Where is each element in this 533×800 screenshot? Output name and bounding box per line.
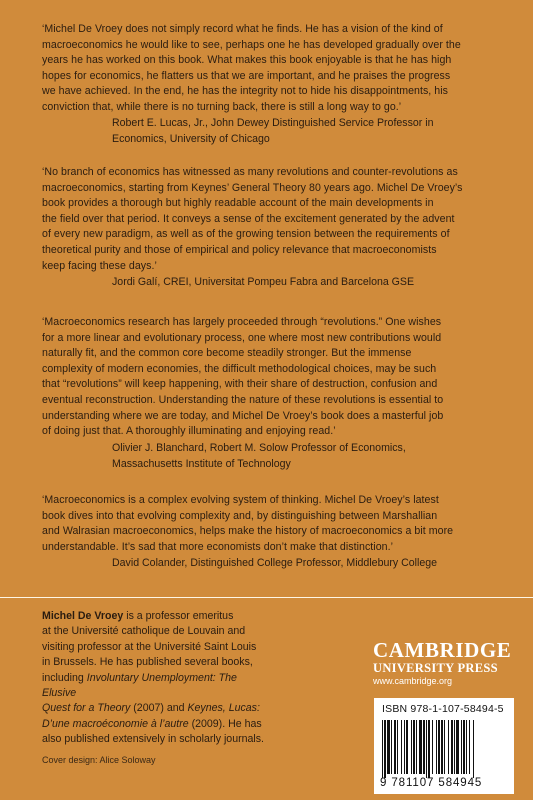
- publisher-logo: [373, 638, 512, 687]
- cover-credit: Cover design: Alice Soloway: [42, 755, 156, 765]
- book-title: Quest for a Theory: [42, 702, 131, 715]
- quote-line: understandable. It’s sad that more economists don’t make that distinction.’: [42, 540, 393, 553]
- book-title: D’une macroéconomie à l’autre: [42, 717, 189, 730]
- barcode-number: 9 781107 584945: [380, 777, 483, 789]
- bio-text: in Brussels. He has published several books,: [42, 656, 253, 669]
- quote-line: ‘Macroeconomics is a complex evolving system of thinking. Michel De Vroey’s latest: [42, 494, 439, 506]
- review-attribution-colander: [112, 556, 512, 572]
- quote-line: theoretical purity and those of empirical and policy relevance that macroeconomists: [42, 243, 437, 256]
- quote-line: macroeconomics he would like to see, perhaps one he has developed gradually over the: [42, 38, 461, 51]
- bio-text: visiting professor at the Université Saint Louis: [42, 640, 257, 653]
- quote-line: conviction that, while there is no turning back, there is still a long way to go.’: [42, 100, 402, 113]
- attribution-line: Olivier J. Blanchard, Robert M. Solow Professor of Economics,: [112, 442, 406, 454]
- publisher-subtitle: UNIVERSITY PRESS: [373, 661, 498, 675]
- attribution-line: Robert E. Lucas, Jr., John Dewey Distinguished Service Professor in: [112, 117, 434, 129]
- quote-line: for a more linear and evolutionary process, one where most new contributions would: [42, 331, 442, 344]
- bio-text: is a professor emeritus: [123, 610, 234, 622]
- quote-line: naturally fit, and the common core become steadily stronger. But the immense: [42, 347, 412, 360]
- quote-line: understanding where we are today, and Michel De Vroey’s book does a masterful job: [42, 409, 444, 422]
- quote-line: ‘Michel De Vroey does not simply record what he finds. He has a vision of the kind of: [42, 23, 443, 35]
- quote-line: complexity of modern economies, the difficult methodological choices, may be such: [42, 362, 437, 375]
- bio-text: including: [42, 671, 87, 684]
- quote-line: the field over that period. It conveys a sense of the excitement generated by the advent: [42, 212, 455, 225]
- quote-line: keep facing these days.’: [42, 259, 157, 272]
- review-attribution-blanchard: [112, 441, 512, 472]
- author-name: Michel De Vroey: [42, 610, 124, 622]
- quote-line: of every new paradigm, as well as of the growing tension between the requirements of: [42, 228, 450, 241]
- quote-line: we have achieved. In the end, he has the integrity not to hide his disappointments, his: [42, 85, 448, 98]
- quote-line: book provides a thorough but highly readable account of the main developments in: [42, 197, 434, 210]
- quote-line: of doing just that. A thoroughly illuminating and enjoying read.’: [42, 425, 336, 438]
- quote-line: years he has worked on this book. What makes this book enjoyable is that he has high: [42, 54, 452, 67]
- review-quote-blanchard: [42, 315, 498, 440]
- quote-line: and Walrasian macroeconomics, helps make the history of macroeconomics a bit more: [42, 525, 454, 538]
- quote-line: eventual reconstruction. Understanding the nature of these revolutions is essential to: [42, 393, 444, 406]
- publisher-url: www.cambridge.org: [373, 676, 453, 686]
- quote-line: book dives into that evolving complexity and, by distinguishing between Marshallian: [42, 509, 438, 522]
- author-bio: [42, 609, 272, 748]
- attribution-line: Massachusetts Institute of Technology: [112, 457, 291, 470]
- isbn-label: ISBN 978-1-107-58494-5: [382, 703, 504, 715]
- review-attribution-gali: [112, 275, 512, 291]
- bio-text: also published extensively in scholarly journals.: [42, 733, 264, 746]
- bio-text: (2009). He has: [188, 717, 262, 730]
- quote-line: ‘Macroeconomics research has largely proceeded through “revolutions.” One wishes: [42, 316, 442, 328]
- quote-line: macroeconomics, starting from Keynes’ General Theory 80 years ago. Michel De Vroey’s: [42, 181, 463, 194]
- review-attribution-lucas: [112, 116, 512, 147]
- attribution-line: Economics, University of Chicago: [112, 132, 270, 145]
- bottom-section: [0, 598, 533, 800]
- book-title: Involuntary Unemployment: The Elusive: [42, 671, 237, 700]
- barcode-icon: [380, 720, 508, 778]
- review-quote-lucas: [42, 22, 498, 116]
- quote-line: that “revolutions” will keep happening, with their share of destruction, confusion and: [42, 378, 438, 391]
- isbn-barcode-box: [374, 698, 514, 794]
- book-title: Keynes, Lucas:: [187, 702, 260, 715]
- quote-line: ‘No branch of economics has witnessed as many revolutions and counter-revolutions as: [42, 166, 458, 178]
- attribution-line: David Colander, Distinguished College Professor, Middlebury College: [112, 557, 438, 569]
- bio-text: (2007) and: [130, 702, 188, 715]
- publisher-name: CAMBRIDGE: [373, 638, 512, 662]
- attribution-line: Jordi Galí, CREI, Universitat Pompeu Fabra and Barcelona GSE: [112, 276, 415, 288]
- quote-line: hopes for economics, he flatters us that we are important, and he praises the progress: [42, 69, 451, 82]
- review-quote-gali: [42, 165, 498, 274]
- review-quote-colander: [42, 493, 498, 555]
- bio-text: at the Université catholique de Louvain and: [42, 625, 246, 638]
